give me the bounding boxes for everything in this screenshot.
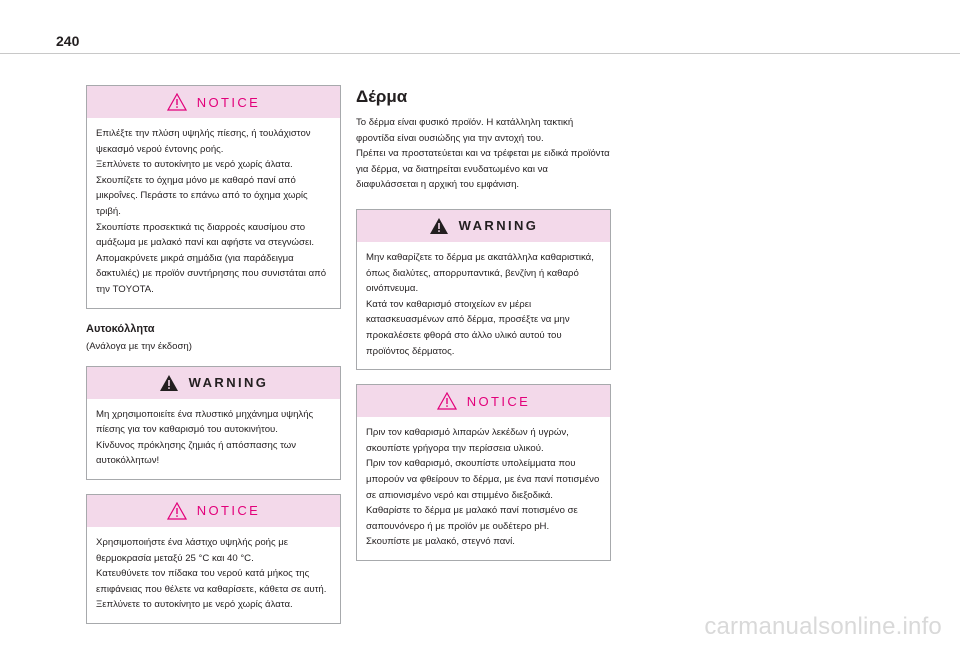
warning-line: Μην καθαρίζετε το δέρμα με ακατάλληλα καθαριστικά, όπως διαλύτες, απορρυπαντικά, βενζίνη ή καθαρό οινόπνευμα.	[366, 251, 594, 295]
notice-line: Ξεπλύνετε το αυτοκίνητο με νερό χωρίς άλατα.	[96, 599, 293, 611]
warning-line: Κατά τον καθαρισμό στοιχείων εν μέρει κατασκευασμένων από δέρμα, προσέξτε να μην προκαλέσετε φθορά στο άλλο υλικό αυτού του προϊόντος δέρματος.	[366, 298, 570, 357]
warning-header	[357, 210, 610, 242]
intro-text	[356, 115, 611, 193]
notice-header	[357, 385, 610, 417]
notice-line: Απομακρύνετε μικρά σημάδια (για παράδειγμα δακτυλιές) με προϊόν συντήρησης που συνιστάται από την TOYOTA.	[96, 252, 327, 295]
notice-title: NOTICE	[196, 503, 261, 519]
warning-title: WARNING	[188, 375, 269, 391]
notice-triangle-icon	[437, 392, 457, 410]
notice-triangle-icon	[167, 502, 187, 520]
notice-text	[87, 118, 340, 308]
top-divider	[0, 53, 960, 54]
notice-title: NOTICE	[466, 393, 531, 409]
warning-triangle-icon	[159, 374, 179, 392]
intro-line: Το δέρμα είναι φυσικό προϊόν. Η κατάλληλη τακτική φροντίδα είναι ουσιώδης για την αντοχή του.	[356, 117, 574, 144]
notice-line: Πριν τον καθαρισμό, σκουπίστε υπολείμματα που μπορούν να φθείρουν το δέρμα, με ένα πανί ποτισμένο σε απιονισμένο νερό και στιμμένο διεξοδικά.	[366, 458, 600, 501]
notice-header	[87, 86, 340, 118]
notice-triangle-icon	[167, 93, 187, 111]
notice-line: Επιλέξτε την πλύση υψηλής πίεσης, ή τουλάχιστον ψεκασμό νερού έντονης ροής.	[96, 128, 311, 155]
notice-line: Σκουπίστε προσεκτικά τις διαρροές καυσίμου στο αμάξωμα με μαλακό πανί και αφήστε να στεγνώσει.	[96, 221, 315, 249]
notice-box	[86, 85, 341, 309]
warning-triangle-icon	[429, 217, 449, 235]
section-subtitle: (Ανάλογα με την έκδοση)	[86, 340, 192, 352]
warning-line: Κίνδυνος πρόκλησης ζημιάς ή απόσπασης των αυτοκόλλητων!	[96, 439, 297, 467]
warning-box	[86, 366, 341, 480]
notice-text	[87, 527, 340, 623]
notice-line: Σκουπίζετε το όχημα μόνο με καθαρό πανί από μικροΐνες. Περάστε το επάνω από το όχημα χωρίς τριβή.	[96, 174, 308, 217]
notice-line: Κατευθύνετε τον πίδακα του νερού κατά μήκος της επιφάνειας που θέλετε να καθαρίσετε, κάθετα σε αυτή.	[96, 568, 327, 595]
page-title: Δέρμα	[356, 87, 408, 106]
right-column	[356, 85, 611, 575]
notice-box	[356, 384, 611, 561]
section-heading: Αυτοκόλλητα	[86, 322, 155, 335]
intro-line: Πρέπει να προστατεύεται και να τρέφεται με ειδικά προϊόντα για δέρμα, να διατηρείται ενυδατωμένο και να διαφυλάσσεται η αρχική του εμφάνιση.	[356, 148, 610, 191]
warning-title: WARNING	[458, 218, 539, 234]
notice-line: Σκουπίστε με μαλακό, στεγνό πανί.	[366, 536, 515, 548]
notice-line: Χρησιμοποιήστε ένα λάστιχο υψηλής ροής με θερμοκρασία μεταξύ 25 °C και 40 °C.	[96, 536, 289, 564]
notice-text	[357, 417, 610, 560]
warning-box	[356, 209, 611, 370]
watermark: carmanualsonline.info	[704, 613, 942, 640]
notice-line: Ξεπλύνετε το αυτοκίνητο με νερό χωρίς άλατα.	[96, 159, 293, 171]
notice-header	[87, 495, 340, 527]
warning-text	[87, 399, 340, 479]
warning-text	[357, 242, 610, 369]
notice-line: Πριν τον καθαρισμό λιπαρών λεκέδων ή υγρών, σκουπίστε γρήγορα την περίσσεια υλικού.	[366, 427, 569, 454]
notice-title: NOTICE	[196, 94, 261, 110]
notice-line: Καθαρίστε το δέρμα με μαλακό πανί ποτισμένο σε σαπουνόνερο ή με προϊόν με ουδέτερο pH.	[366, 505, 578, 532]
notice-box	[86, 494, 341, 624]
warning-line: Μη χρησιμοποιείτε ένα πλυστικό μηχάνημα υψηλής πίεσης για τον καθαρισμό του αυτοκινήτου.	[96, 408, 314, 436]
left-column	[86, 85, 341, 638]
warning-header	[87, 367, 340, 399]
page-number: 240	[56, 33, 80, 49]
